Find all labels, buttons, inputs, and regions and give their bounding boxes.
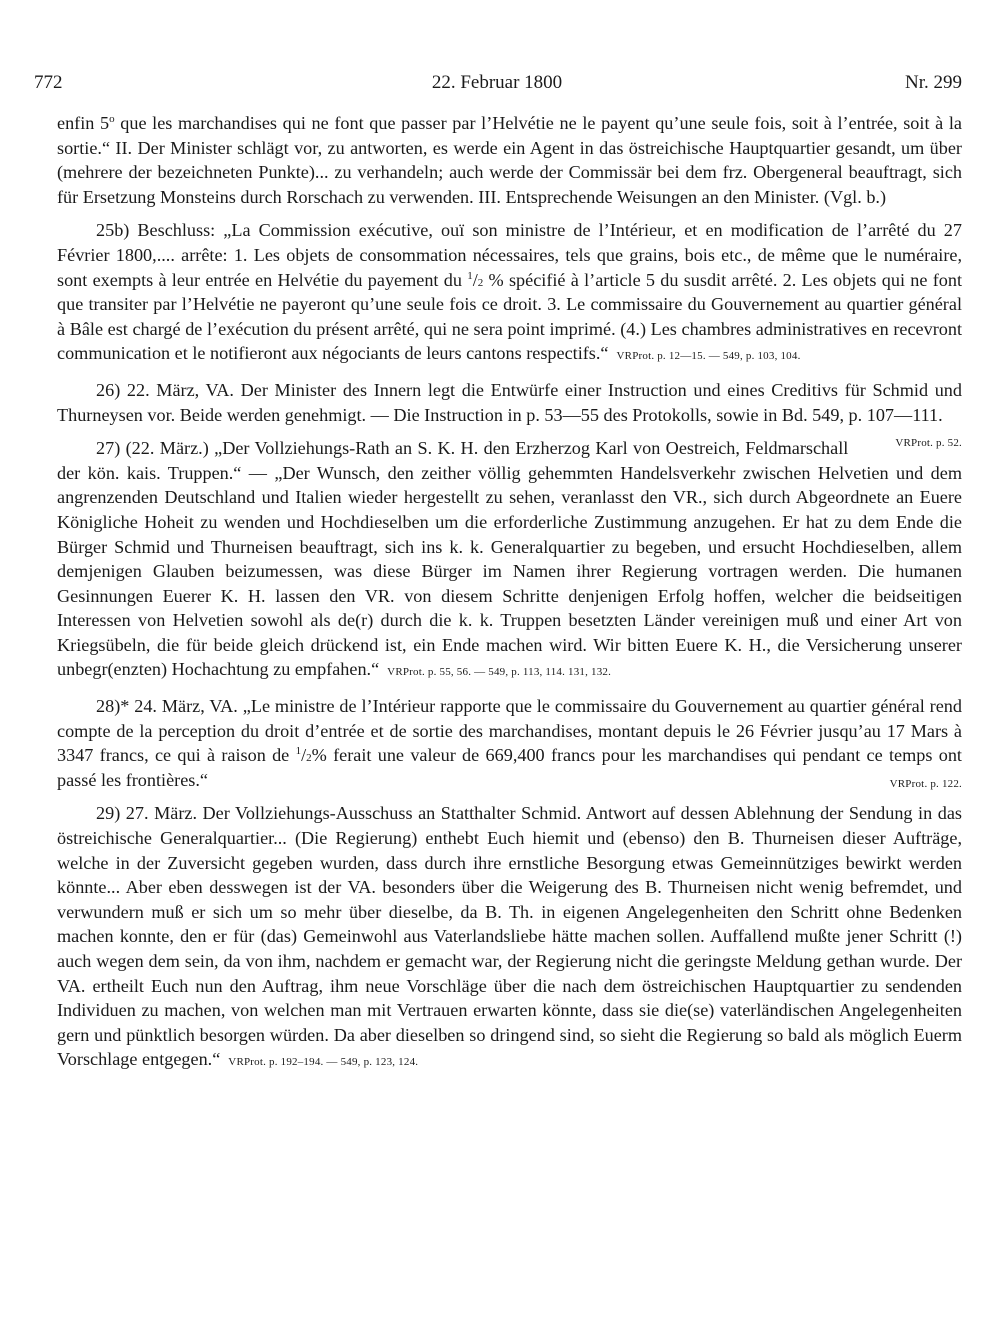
archive-reference: VRProt. p. 122. [889, 777, 962, 790]
paragraph-continuation: enfin 5$^o$ que les marchandises qui ne font que passer par l’Helvétie ne le payent qu’une seule fois, soit à l’entrée, soit à la sortie.“ II. Der Minister schlägt vor, zu antworten, es werde ein Agent in das östreichische Hauptquartier gesandt, um über (mehrere der bezeichneten Punkte)... zu verhandeln; auch werde der Commissär bei dem frz. Obergeneral beauftragt, sich für Ersetzung Monsteins durch Rorschach zu verwenden. III. Entsprechende Weisungen an den Minister. (Vgl. b.) [57, 112, 962, 207]
page-header [32, 72, 962, 102]
paragraph-25b: 25b) Beschluss: „La Commission exécutive, ouï son ministre de l’Intérieur, et en modification de l’arrêté du 27 Février 1800,.... arrête: 1. Les objets de consommation nécessaires, tels que grains, bois etc., de même que le numéraire, sont exempts à leur entrée en Helvétie du payement du $^1$/2 % spécifié à l’article 5 du susdit arrêté. 2. Les objets qui ne font que transiter par l’Helvétie ne payeront qu’une seule fois ce droit. 3. Le commissaire du Gouvernement au quartier général à Bâle est chargé de l’exécution du présent arrêté, qui ne sera point imprimé. (4.) Les chambres administratives en recevront communication et le notifieront aux négociants de leurs cantons respectifs.“ VRProt. p. 12—15. — 549, p. 103, 104. [57, 220, 963, 364]
paragraph-27: 27) (22. März.) „Der Vollziehungs-Rath an S. K. H. den Erzherzog Karl von Oestreich, Feldmarschall der kön. kais. Truppen.“ — „Der Wunsch, den zeither völlig gehemmten Handelsverkehr zwischen Helvetien und dem angrenzenden Deutschland und Italien wieder hergestellt zu sehen, veranlasst den VR., sich durch Abgeordnete an Euere Königliche Hoheit zu wenden und Hochdieselben um die erforderliche Zustimmung anzugehen. Er hat zu dem Ende die Bürger Schmid und Thurneisen beauftragt, sich ins k. k. Generalquartier zu begeben, und ersucht Hochdieselben, allem demjenigen Glauben beizumessen, was diese Bürger im Namen ihrer Regierung vortragen werden. Die humanen Gesinnungen Euerer K. H. lassen den VR. von diesem Schritte denjenigen Erfolg hoffen, welcher die beidseitigen Interessen von Helvetien sowohl als de(r) durch die k. k. Truppen besetzten Länder vereinigen muß und einer Art von Kriegsübeln, die für beide gleich drückend ist, ein Ende machen wird. Wir bitten Euere K. H., die Versicherung unserer unbegr(enzten) Hochachtung zu empfahen.“ VRProt. p. 55, 56. — 549, p. 113, 114. 131, 132. [57, 438, 962, 680]
header-date: 22. Februar 1800 [431, 72, 563, 93]
page-number: 772 [34, 72, 63, 93]
paragraph-28: 28)* 24. März, VA. „Le ministre de l’Intérieur rapporte que le commissaire du Gouvernement au quartier général rend compte de la perception du droit d’entrée et de sortie des marchandises, montant depuis le 26 Février jusqu’au 17 Mars à 3347 francs, ce qui à raison de $^1$/2% ferait une valeur de 669,400 francs pour les marchandises qui pendant ce temps ont passé les frontières.“ VRProt. p. 122. [57, 694, 962, 792]
paragraph-26: 26) 22. März, VA. Der Minister des Innern legt die Entwürfe einer Instruction und eines Creditivs für Schmid und Thurneysen vor. Beide werden genehmigt. — Die Instruction in p. 53—55 des Protokolls, sowie in Bd. 549, p. 107—111. VRProt. p. 52. [57, 378, 962, 427]
archive-reference: VRProt. p. 12—15. — 549, p. 103, 104. [616, 350, 801, 363]
paragraph-29: 29) 27. März. Der Vollziehungs-Ausschuss an Statthalter Schmid. Antwort auf dessen Ablehnung der Sendung in das östreichische Generalquartier... (Die Regierung) enthebt Euch hiemit und (ebenso) den B. Thurneisen dieser Aufträge, welche in der Zuversicht gegeben wurden, dass durch ihre ernstliche Besorgung etwas Gemeinnütziges bewirkt werden könnte... Aber eben desswegen ist der VA. besonders über die Weigerung des B. Thurneisen nicht wenig befremdet, und verwundern muß er sich um so mehr über dieselbe, da B. Th. in eigenen Angelegenheiten den Schritt ohne Bedenken machen konnte, den er für (das) Gemeinwohl aus Vaterlandsliebe hätte machen sollen. Auffallend mußte jener Schritt (!) auch wegen dem sein, da von ihm, nachdem er gemacht war, der Regierung nicht die geringste Meldung gethan wurde. Der VA. ertheilt Euch nun den Auftrag, ihm neue Vorschläge über die nach dem östreichischen Hauptquartier zu sendenden Individuen zu machen, von welchen man mit Vertrauen erwarten könnte, dass sie die(se) vaterländischen Angelegenheiten gern und pünktlich besorgen würden. Da aber dieselben so dringend sind, so sieht die Regierung so bald als möglich Euerm Vorschlage entgegen.“ VRProt. p. 192–194. — 549, p. 123, 124. [57, 803, 962, 1070]
archive-reference: VRProt. p. 55, 56. — 549, p. 113, 114. 131, 132. [387, 666, 612, 679]
archive-reference: VRProt. p. 52. [895, 437, 962, 450]
body-text [57, 111, 962, 1084]
document-number: Nr. 299 [905, 72, 962, 93]
archive-reference: VRProt. p. 192–194. — 549, p. 123, 124. [228, 1056, 419, 1069]
